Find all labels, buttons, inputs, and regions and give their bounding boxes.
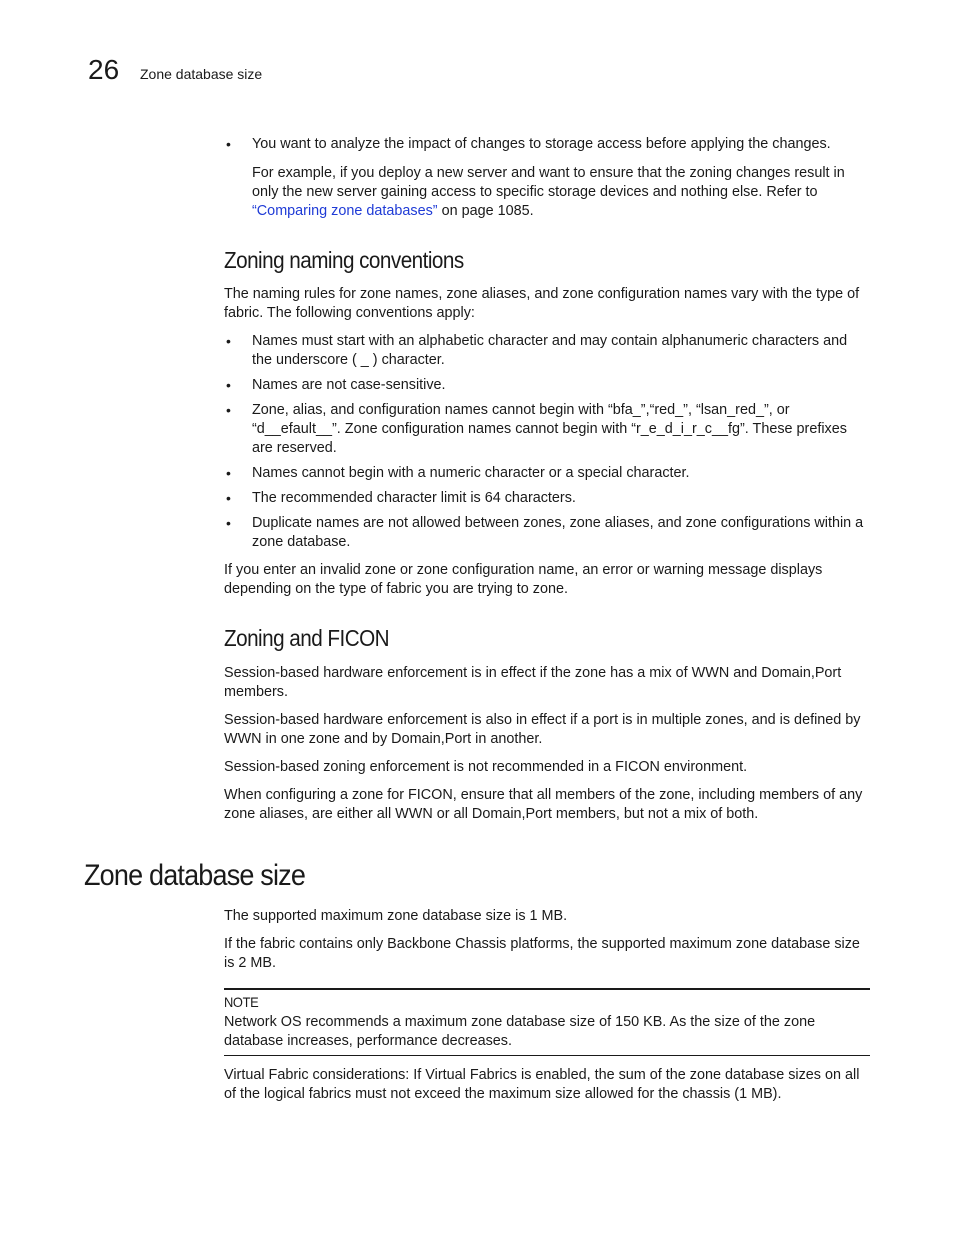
ficon-paragraph: Session-based zoning enforcement is not recommended in a FICON environment. [224,759,748,775]
list-item: • Names cannot begin with a numeric character or a special character. [224,464,870,483]
example-paragraph [224,164,870,221]
ficon-section [224,624,870,833]
list-item: • Names must start with an alphabetic character and may contain alphanumeric characters and the underscore ( _ ) character. [224,332,870,370]
chapter-number: 26 [88,54,120,85]
dbsize-section [224,907,870,1113]
list-item: • The recommended character limit is 64 characters. [224,489,870,508]
comparing-zone-databases-link[interactable]: “Comparing zone databases” [252,203,438,219]
naming-closing: If you enter an invalid zone or zone configuration name, an error or warning message displays depending on the type of fabric you are trying to zone. [224,562,823,597]
note-label: NOTE [224,994,259,1010]
ficon-heading: Zoning and FICON [224,625,390,651]
note-box [224,988,870,1056]
naming-heading: Zoning naming conventions [224,247,464,273]
note-text: Network OS recommends a maximum zone database size of 150 KB. As the size of the zone database increases, performance decreases. [224,1014,816,1049]
dbsize-paragraph: If the fabric contains only Backbone Chassis platforms, the supported maximum zone database size is 2 MB. [224,936,860,971]
running-header-title: Zone database size [140,66,263,82]
dbsize-heading-wrap [84,858,330,894]
intro-bullet-list [224,135,870,154]
list-item: • Zone, alias, and configuration names cannot begin with “bfa_”,“red_”, “lsan_red_”, or “d__efault__”. Zone configuration names cannot begin with “r_e_d_i_r_c__fg”. These prefixes are reserved. [224,401,870,458]
naming-rules-list [224,332,870,552]
list-item: • Names are not case-sensitive. [224,376,870,395]
virtual-fabric-paragraph: Virtual Fabric considerations: If Virtual Fabrics is enabled, the sum of the zone database sizes on all of the logical fabrics must not exceed the maximum size allowed for the chassis (1 MB). [224,1067,860,1102]
intro-section [224,135,870,221]
list-item: • You want to analyze the impact of changes to storage access before applying the changes. [224,135,870,154]
dbsize-paragraph: The supported maximum zone database size is 1 MB. [224,908,568,924]
example-page-ref: on page 1085. [437,203,534,219]
example-text: For example, if you deploy a new server and want to ensure that the zoning changes result in only the new server gaining access to specific storage devices and nothing else. Refer to [252,165,845,200]
ficon-paragraph: Session-based hardware enforcement is also in effect if a port is in multiple zones, and is defined by WWN in one zone and by Domain,Port in another. [224,712,861,747]
ficon-paragraph: When configuring a zone for FICON, ensure that all members of the zone, including members of any zone aliases, are either all WWN or all Domain,Port members, but not a mix of both. [224,787,863,822]
list-item: • Duplicate names are not allowed between zones, zone aliases, and zone configurations within a zone database. [224,514,870,552]
naming-intro: The naming rules for zone names, zone aliases, and zone configuration names vary with the type of fabric. The following conventions apply: [224,286,860,321]
dbsize-heading: Zone database size [84,859,306,892]
naming-section [224,246,870,608]
ficon-paragraph: Session-based hardware enforcement is in effect if the zone has a mix of WWN and Domain,Port members. [224,665,842,700]
